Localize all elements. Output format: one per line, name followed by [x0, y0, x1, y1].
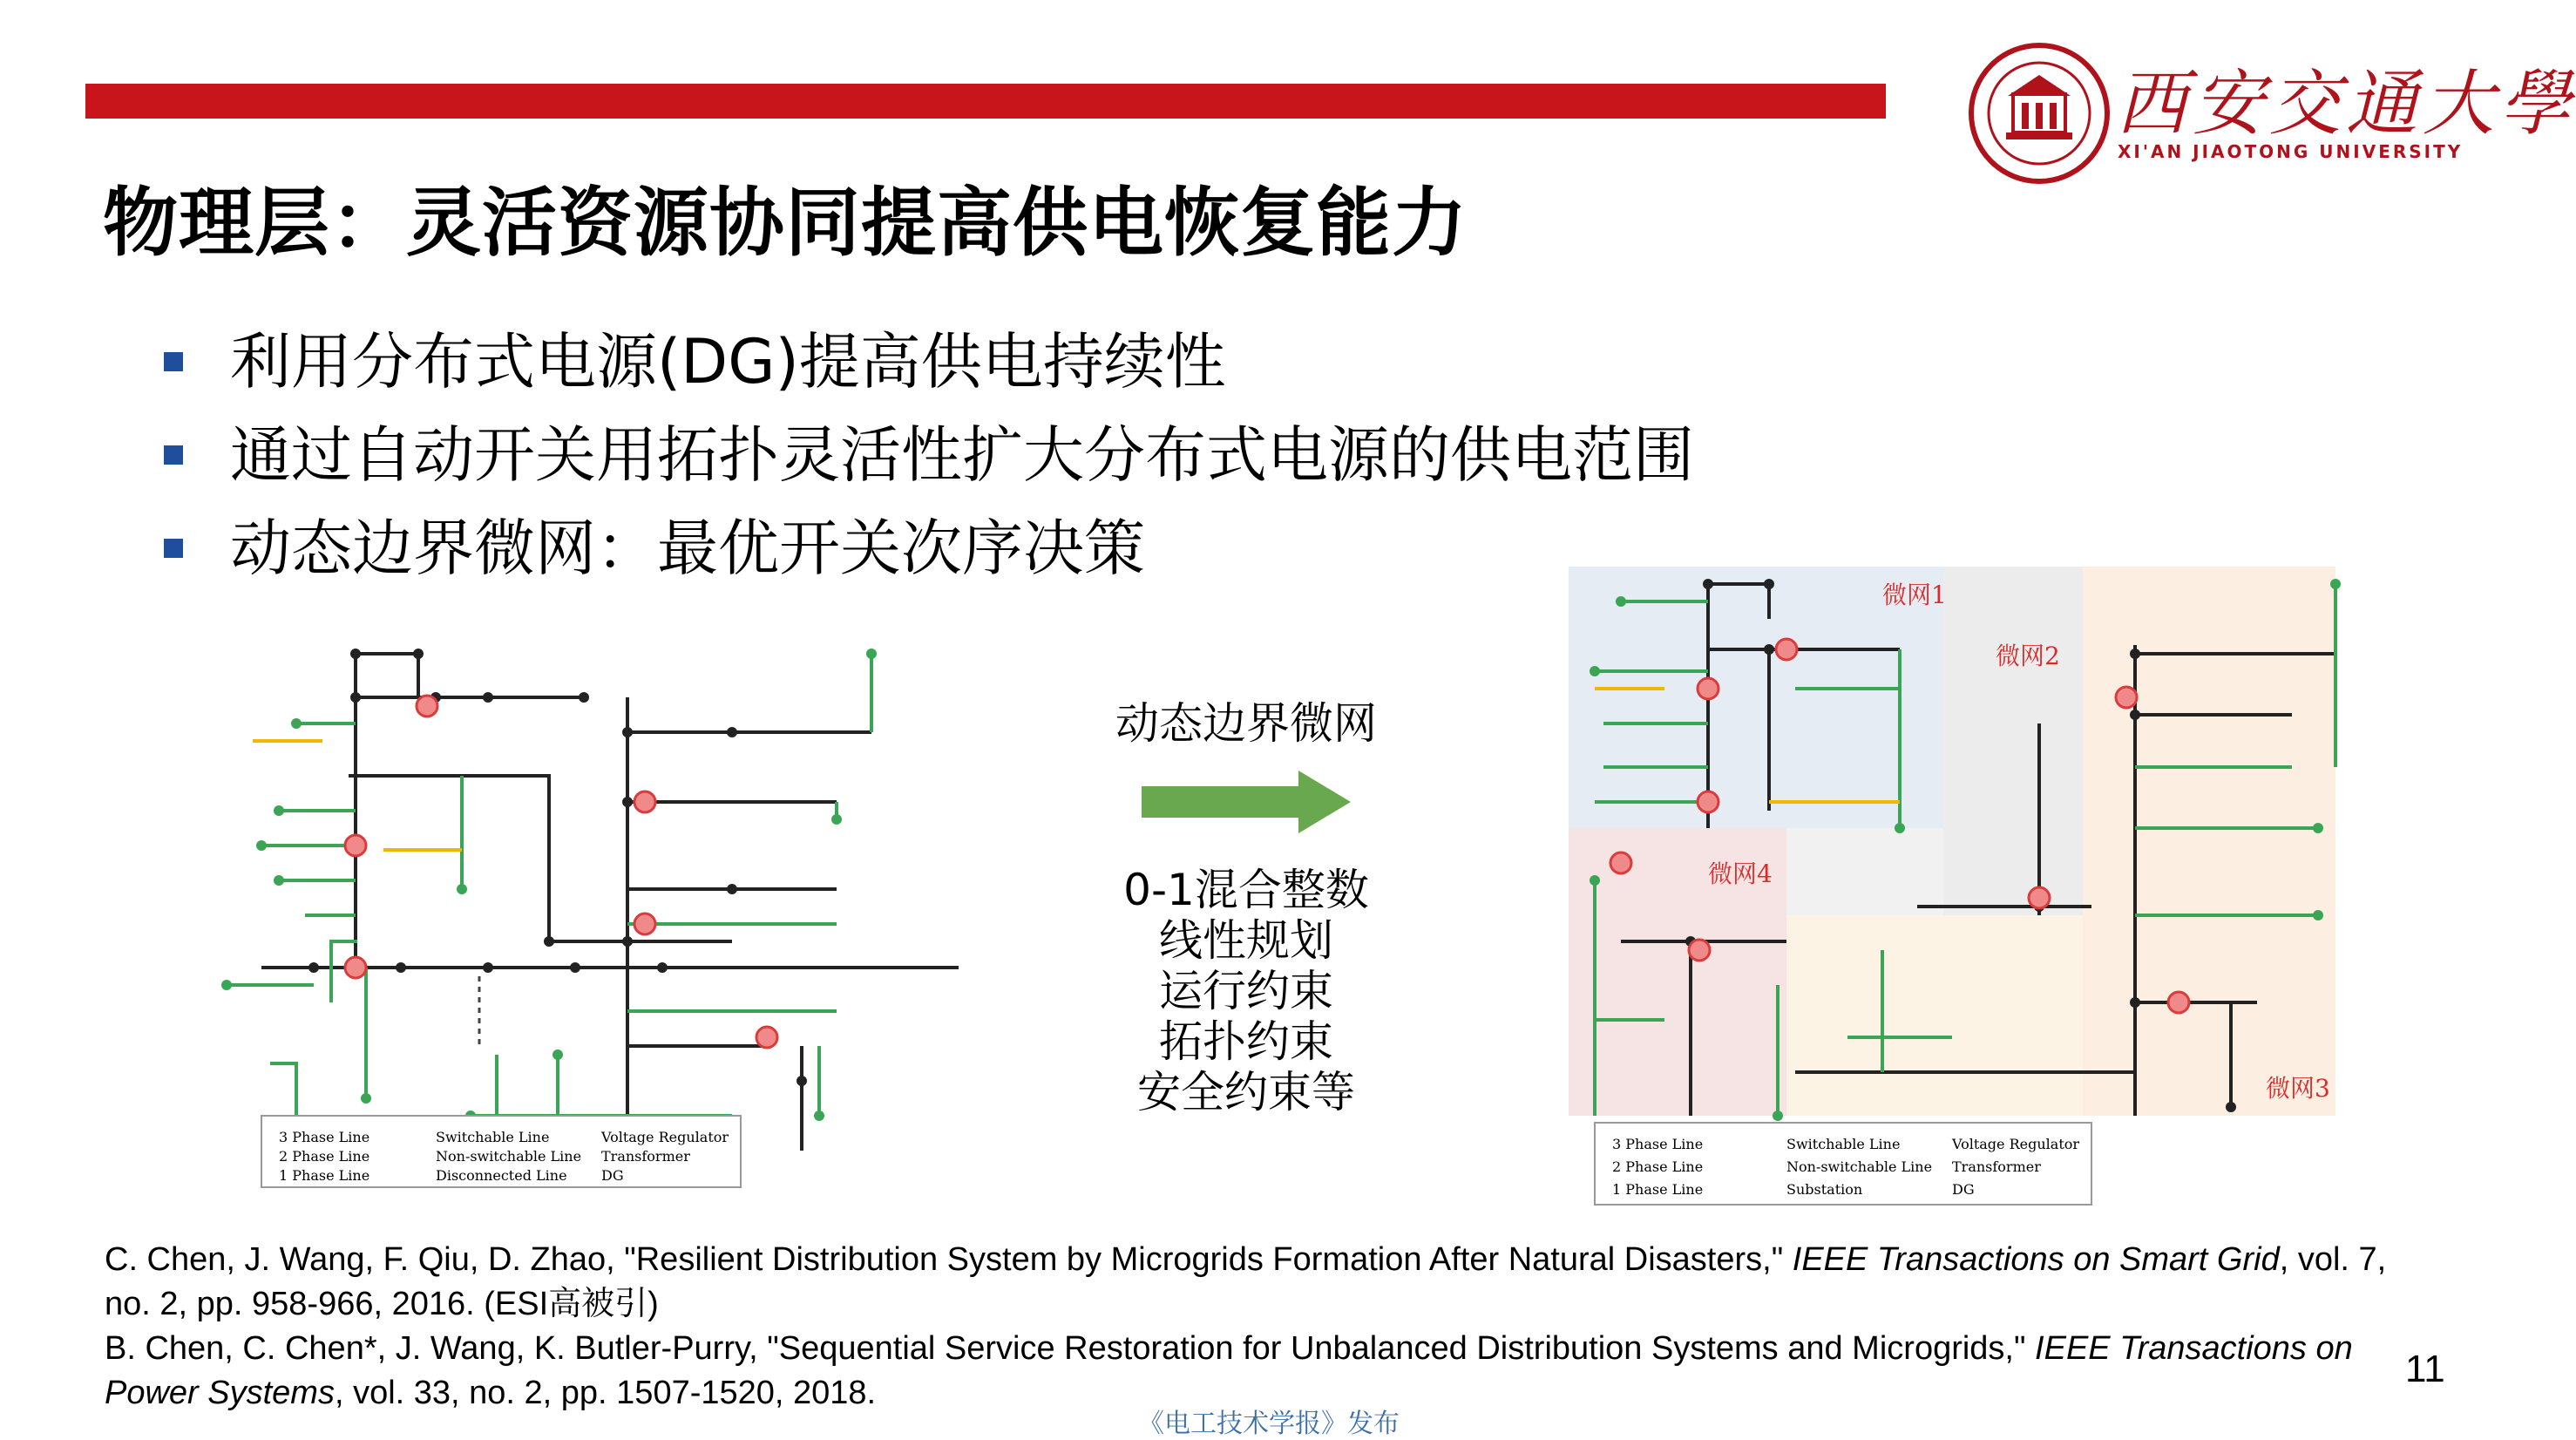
microgrid-label-3: 微网3 — [2266, 1074, 2330, 1103]
legend-label-dg: DG — [601, 1167, 624, 1184]
slide-title: 物理层：灵活资源协同提高供电恢复能力 — [103, 180, 1468, 267]
legend-label-3phase: 3 Phase Line — [279, 1129, 370, 1145]
middle-line: 线性规划 — [1159, 915, 1333, 966]
microgrid-label-4: 微网4 — [1708, 859, 1773, 888]
bullet-square-icon — [164, 539, 183, 558]
legend-label-1phase: 1 Phase Line — [279, 1167, 370, 1184]
legend-label-transformer: Transformer — [601, 1148, 690, 1165]
middle-line: 0-1混合整数 — [1123, 865, 1369, 915]
right-arrow-icon — [1133, 767, 1359, 837]
bullet-square-icon — [164, 352, 183, 371]
bullet-item: 通过自动开关用拓扑灵活性扩大分布式电源的供电范围 — [157, 409, 1694, 502]
bullet-square-icon — [164, 445, 183, 465]
legend-label-switchable: Switchable Line — [436, 1129, 550, 1145]
middle-transition — [1072, 689, 1420, 1117]
references — [105, 1238, 2388, 1416]
middle-title: 动态边界微网 — [1115, 698, 1377, 749]
legend-label-regulator: Voltage Regulator — [1952, 1136, 2080, 1152]
right-network-diagram — [1569, 567, 2353, 1212]
legend-label-2phase: 2 Phase Line — [1612, 1158, 1704, 1175]
middle-line: 拓扑约束 — [1159, 1016, 1333, 1067]
microgrid-label-2: 微网2 — [1996, 642, 2060, 670]
reference-item: C. Chen, J. Wang, F. Qiu, D. Zhao, "Resilient Distribution System by Microgrids Formation After Natural Disasters," IEEE Transactions on Smart Grid, vol. 7, no. 2, pp. 958-966, 2016. (ESI高被引) — [105, 1241, 2387, 1322]
middle-line: 安全约束等 — [1137, 1067, 1355, 1117]
legend-label-disconnected: Disconnected Line — [436, 1167, 567, 1184]
bullet-item: 利用分布式电源(DG)提高供电持续性 — [157, 316, 1694, 409]
legend-label-nonswitchable: Non-switchable Line — [436, 1148, 582, 1165]
legend-label-dg: DG — [1952, 1181, 1975, 1198]
logo-name-cn: 西安交通大學 — [2116, 63, 2576, 146]
legend-label-regulator: Voltage Regulator — [601, 1129, 729, 1145]
legend-label-2phase: 2 Phase Line — [279, 1148, 370, 1165]
page-number: 11 — [2405, 1348, 2445, 1390]
legend-label-substation: Substation — [1786, 1181, 1863, 1198]
legend-label-transformer: Transformer — [1952, 1158, 2041, 1175]
header-red-bar — [85, 84, 1886, 119]
footer-source: 《电工技术学报》发布 — [1138, 1409, 1400, 1439]
middle-line: 运行约束 — [1159, 966, 1333, 1016]
legend-label-switchable: Switchable Line — [1786, 1136, 1901, 1152]
logo-name-en: XI'AN JIAOTONG UNIVERSITY — [2118, 141, 2464, 162]
microgrid-label-1: 微网1 — [1882, 581, 1947, 609]
legend-label-3phase: 3 Phase Line — [1612, 1136, 1704, 1152]
left-network-diagram — [174, 628, 924, 1203]
legend-label-nonswitchable: Non-switchable Line — [1786, 1158, 1933, 1175]
bullet-item: 动态边界微网：最优开关次序决策 — [157, 502, 1694, 595]
reference-item: B. Chen, C. Chen*, J. Wang, K. Butler-Purry, "Sequential Service Restoration for Unbalanced Distribution Systems and Microgrids," IEEE Transactions on Power Systems, vol. 33, no. 2, pp. 1507-1520, 2018. — [105, 1330, 2353, 1411]
legend-label-1phase: 1 Phase Line — [1612, 1181, 1704, 1198]
bullet-list — [157, 316, 1694, 595]
